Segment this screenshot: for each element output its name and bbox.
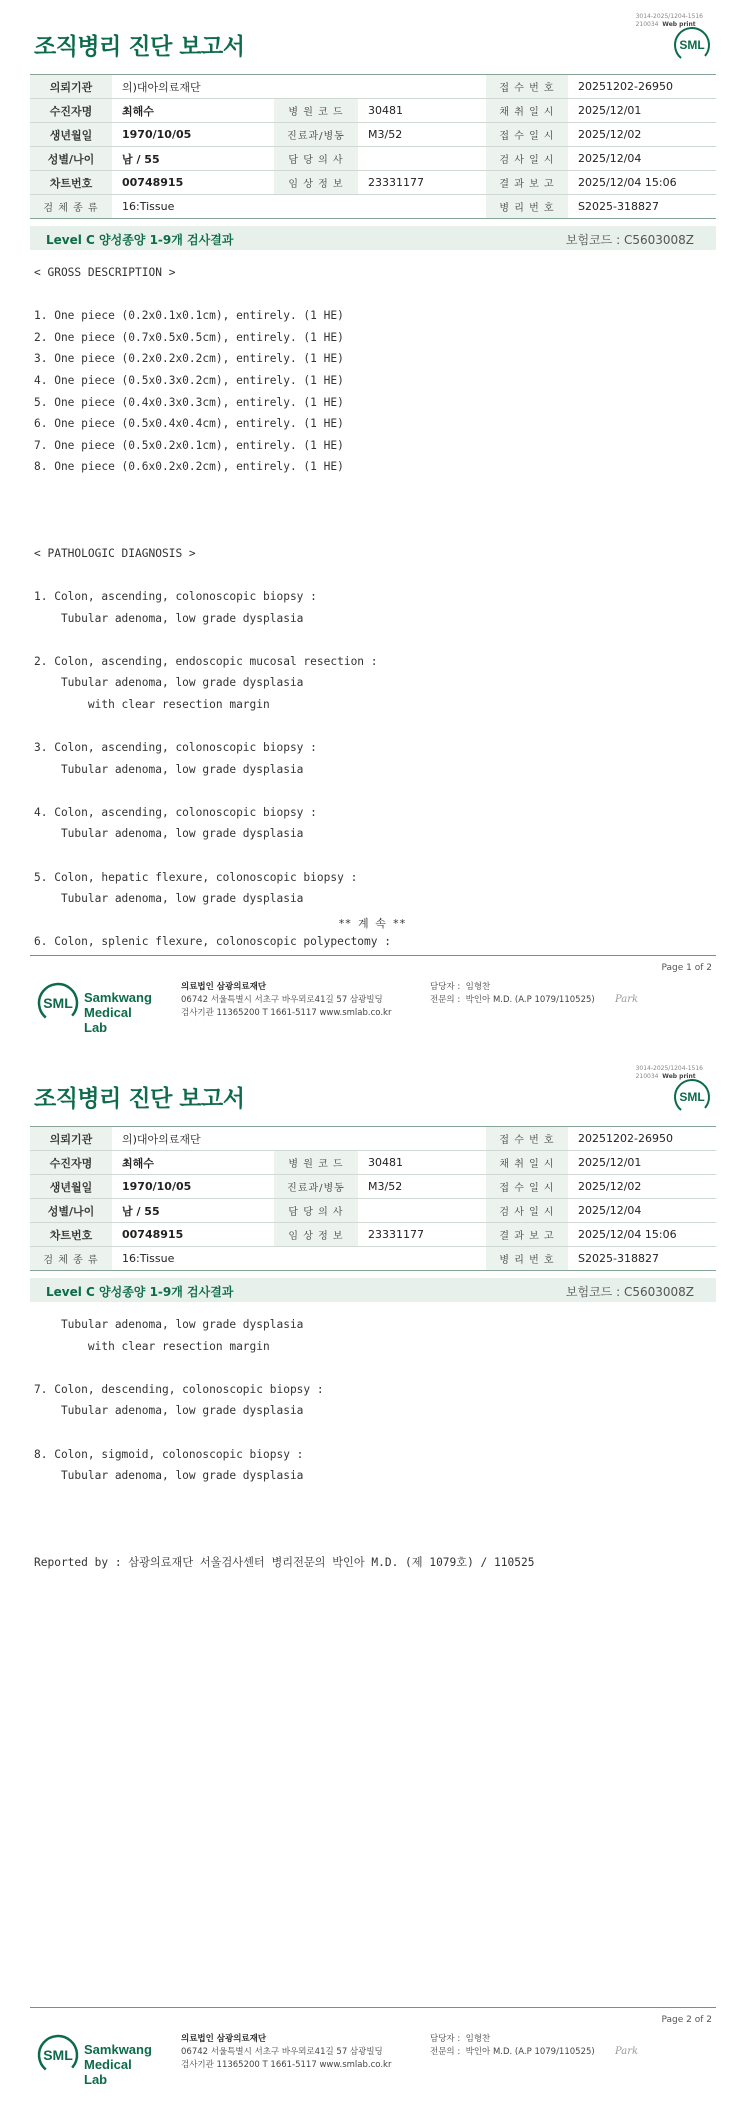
sml-footer-mark (36, 2032, 80, 2078)
info-row: 생년월일 1970/10/05 진료과/병동 M3/52 접 수 일 시 2025/12/02 (30, 1175, 716, 1199)
info-row: 의뢰기관 의)대아의료재단 접 수 번 호 20251202-26950 (30, 75, 716, 99)
info-row: 수진자명 최해수 병 원 코 드 30481 채 취 일 시 2025/12/01 (30, 1151, 716, 1175)
info-row: 성별/나이 남 / 55 담 당 의 사 검 사 일 시 2025/12/04 (30, 147, 716, 171)
footer-logo: SML Samkwang Medical Lab (36, 2032, 154, 2078)
info-row: 검 체 종 류 16:Tissue 병 리 번 호 S2025-318827 (30, 195, 716, 219)
report-title: 조직병리 진단 보고서 (34, 1086, 245, 1112)
test-result-band: Level C 양성종양 1-9개 검사결과 보험코드 : C5603008Z (30, 226, 716, 250)
patient-info-table (30, 74, 716, 219)
sml-logo (673, 1078, 711, 1116)
footer-staff: 담당자 : 임형찬 전문의 : 박인아 M.D. (A.P 1079/110525) (430, 982, 595, 1005)
report-body-page2: Tubular adenoma, low grade dysplasia with clear resection margin 7. Colon, descending, colonoscopic biopsy : Tubular adenoma, low grade dysplasia 8. Colon, sigmoid, colonoscopic biopsy : Tubular adenoma, low grade dysplasia Reported by : 삼광의료재단 서울검사센터 병리전문의 박인아 M.D. (제 1079호) / 110525 (34, 1318, 535, 1569)
svg-text:SML: SML (43, 2047, 73, 2063)
info-row: 성별/나이 남 / 55 담 당 의 사 검 사 일 시 2025/12/04 (30, 1199, 716, 1223)
signature: Park (615, 2046, 639, 2057)
print-meta: 3014-2025/1204-1516 210034 Web print (635, 1065, 703, 1080)
report-page-2 (0, 1052, 744, 2104)
print-meta: 3014-2025/1204-1516 210034 Web print (635, 13, 703, 28)
info-row: 수진자명 최해수 병 원 코 드 30481 채 취 일 시 2025/12/01 (30, 99, 716, 123)
footer-staff: 담당자 : 임형찬 전문의 : 박인아 M.D. (A.P 1079/110525) (430, 2034, 595, 2057)
continued-note: ** 계 속 ** (338, 917, 406, 930)
info-row: 생년월일 1970/10/05 진료과/병동 M3/52 접 수 일 시 2025/12/02 (30, 123, 716, 147)
info-row: 차트번호 00748915 임 상 정 보 23331177 결 과 보 고 2025/12/04 15:06 (30, 171, 716, 195)
footer-address: 의료법인 삼광의료재단 06742 서울특별시 서초구 바우뫼로41길 57 삼광빌딩 검사기관 11365200 T 1661-5117 www.smlab.co.kr (181, 2034, 392, 2070)
report-body-page1: < GROSS DESCRIPTION > 1. One piece (0.2x0.1x0.1cm), entirely. (1 HE) 2. One piece (0.7x0.5x0.5cm), entirely. (1 HE) 3. One piece (0.2x0.2x0.2cm), entirely. (1 HE) 4. One piece (0.5x0.3x0.2cm), entirely. (1 HE) 5. One piece (0.4x0.3x0.3cm), entirely. (1 HE) 6. One piece (0.5x0.4x0.4cm), entirely. (1 HE) 7. One piece (0.5x0.2x0.1cm), entirely. (1 HE) 8. One piece (0.6x0.2x0.2cm), entirely. (1 HE) < PATHOLOGIC DIAGNOSIS > 1. Colon, ascending, colonoscopic biopsy : Tubular adenoma, low grade dysplasia 2. Colon, ascending, endoscopic mucosal resection : Tubular adenoma, low grade dysplasia with clear resection margin 3. Colon, ascending, colonoscopic biopsy : Tubular adenoma, low grade dysplasia 4. Colon, ascending, colonoscopic biopsy : Tubular adenoma, low grade dysplasia 5. Colon, hepatic flexure, colonoscopic biopsy : Tubular adenoma, low grade dysplasia 6. Colon, splenic flexure, colonoscopic polypectomy : (34, 266, 391, 949)
page-number: Page 2 of 2 (661, 2015, 712, 2025)
svg-text:SML: SML (43, 995, 73, 1011)
sml-footer-mark (36, 980, 80, 1026)
report-title: 조직병리 진단 보고서 (34, 34, 245, 60)
sml-logo (673, 26, 711, 64)
patient-info-table (30, 1126, 716, 1271)
footer-divider (30, 955, 716, 956)
signature: Park (615, 994, 639, 1005)
test-result-band: Level C 양성종양 1-9개 검사결과 보험코드 : C5603008Z (30, 1278, 716, 1302)
svg-text:SML: SML (679, 38, 705, 52)
footer-address: 의료법인 삼광의료재단 06742 서울특별시 서초구 바우뫼로41길 57 삼광빌딩 검사기관 11365200 T 1661-5117 www.smlab.co.kr (181, 982, 392, 1018)
info-row: 의뢰기관 의)대아의료재단 접 수 번 호 20251202-26950 (30, 1127, 716, 1151)
svg-text:SML: SML (679, 1090, 705, 1104)
page-number: Page 1 of 2 (661, 963, 712, 973)
info-row: 검 체 종 류 16:Tissue 병 리 번 호 S2025-318827 (30, 1247, 716, 1271)
footer-logo: SML Samkwang Medical Lab (36, 980, 154, 1026)
footer-divider (30, 2007, 716, 2008)
info-row: 차트번호 00748915 임 상 정 보 23331177 결 과 보 고 2025/12/04 15:06 (30, 1223, 716, 1247)
